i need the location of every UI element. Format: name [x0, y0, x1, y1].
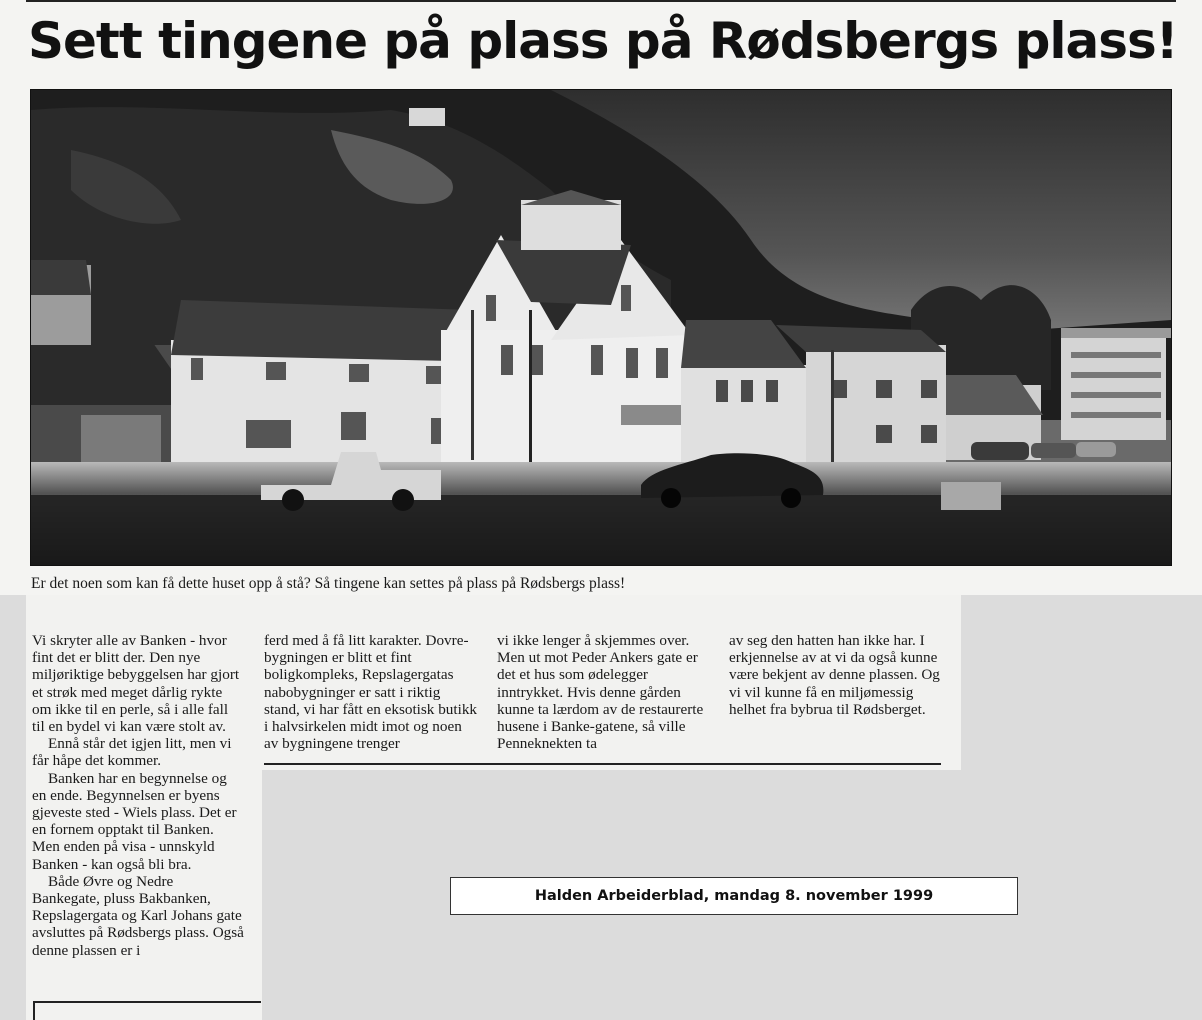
- paragraph: ferd med å få litt karakter. Dovre-bygningen er blitt et fint boligkompleks, Repslagergatas nabobygninger er satt i riktig stand, vi har fått en eksotisk butikk i halvsirkelen midt imot og noen av bygningene trenger: [264, 632, 478, 753]
- paragraph: Ennå står det igjen litt, men vi får håpe det kommer.: [32, 735, 232, 770]
- article-column-4: [729, 632, 949, 718]
- paragraph: av seg den hatten han ikke har. I erkjennelse av at vi da også kunne være bekjent av denne plassen. Og vi vil kunne få en miljømessig helhet fra bybrua til Rødsberget.: [729, 632, 940, 718]
- bottom-rule: [33, 1001, 261, 1003]
- photo-illustration: [31, 90, 1171, 565]
- article-column-2: [264, 632, 479, 752]
- article-column-3: [497, 632, 712, 752]
- photo-caption: Er det noen som kan få dette huset opp å stå? Så tingene kan settes på plass på Rødsbergs plass!: [31, 575, 626, 592]
- paragraph: Banken har en begynnelse og en ende. Begynnelsen er byens gjeveste sted - Wiels plass. Det er en fornem opptakt til Banken. Men enden på visa - unnskyld Banken - kan også bli bra.: [32, 769, 237, 873]
- town-square-photo: [30, 89, 1172, 566]
- article-column-1: [32, 632, 244, 959]
- source-label: Halden Arbeiderblad, mandag 8. november 1999: [450, 877, 1018, 915]
- bottom-rule-edge: [33, 1001, 35, 1020]
- top-rule: [26, 0, 1176, 2]
- paragraph: vi ikke lenger å skjemmes over. Men ut mot Peder Ankers gate er det et hus som ødelegger inntrykket. Hvis denne gården kunne ta lærdom av de restaurerte husene i Banke-gatene, så ville Penneknekten ta: [497, 632, 704, 753]
- headline: Sett tingene på plass på Rødsbergs plass!: [28, 12, 1178, 70]
- paragraph: Vi skryter alle av Banken - hvor fint det er blitt der. Den nye miljøriktige bebyggelsen har gjort et strøk med meget dårlig rykte om ikke til en perle, så i alle fall til en bydel vi kan være stolt av.: [32, 632, 240, 736]
- paragraph: Både Øvre og Nedre Bankegate, pluss Bakbanken, Repslagergata og Karl Johans gate avsluttes på Rødsbergs plass. Også denne plassen er i: [32, 872, 244, 959]
- column-divider-rule: [264, 763, 941, 765]
